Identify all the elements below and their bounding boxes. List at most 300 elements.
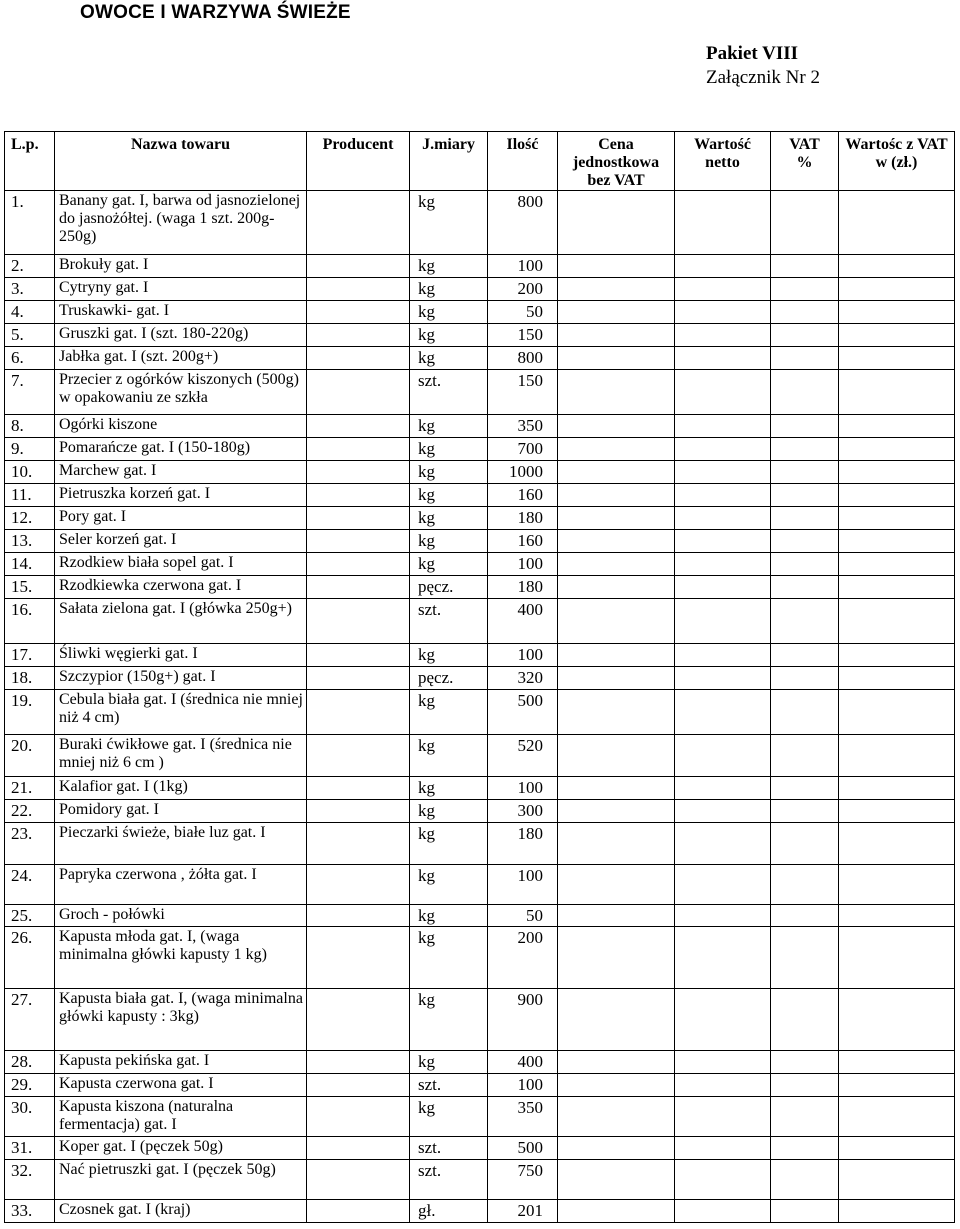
row-number: 22. [5, 800, 55, 823]
row-number: 20. [5, 735, 55, 777]
product-name: Cytryny gat. I [55, 278, 307, 301]
vat-cell [771, 1097, 839, 1137]
product-name: Gruszki gat. I (szt. 180-220g) [55, 324, 307, 347]
gross-value-cell [839, 415, 955, 438]
product-name: Marchew gat. I [55, 461, 307, 484]
gross-value-cell [839, 438, 955, 461]
table-row [5, 800, 955, 823]
product-name: Jabłka gat. I (szt. 200g+) [55, 347, 307, 370]
quantity-cell: 180 [488, 507, 558, 530]
table-row [5, 927, 955, 989]
row-number: 19. [5, 690, 55, 735]
unit-cell: szt. [410, 1137, 488, 1160]
unit-price-cell [558, 735, 675, 777]
producer-cell [307, 865, 410, 905]
net-value-cell [675, 278, 771, 301]
net-value-cell [675, 1051, 771, 1074]
producer-cell [307, 1200, 410, 1223]
net-value-cell [675, 530, 771, 553]
table-row [5, 301, 955, 324]
unit-price-cell [558, 370, 675, 415]
table-row [5, 1137, 955, 1160]
producer-cell [307, 484, 410, 507]
unit-price-cell [558, 324, 675, 347]
table-row [5, 507, 955, 530]
net-value-cell [675, 191, 771, 255]
gross-value-cell [839, 507, 955, 530]
vat-cell [771, 989, 839, 1051]
unit-price-cell [558, 1097, 675, 1137]
producer-cell [307, 927, 410, 989]
product-name: Sałata zielona gat. I (główka 250g+) [55, 599, 307, 644]
producer-cell [307, 576, 410, 599]
quantity-cell: 200 [488, 927, 558, 989]
quantity-cell: 100 [488, 1074, 558, 1097]
product-name: Kapusta biała gat. I, (waga minimalna główki kapusty : 3kg) [55, 989, 307, 1051]
gross-value-cell [839, 1200, 955, 1223]
unit-cell: kg [410, 278, 488, 301]
table-header-row [5, 132, 955, 191]
table-row [5, 191, 955, 255]
producer-cell [307, 255, 410, 278]
unit-cell: kg [410, 1097, 488, 1137]
table-row [5, 1051, 955, 1074]
unit-cell: szt. [410, 599, 488, 644]
row-number: 16. [5, 599, 55, 644]
unit-cell: kg [410, 301, 488, 324]
row-number: 31. [5, 1137, 55, 1160]
row-number: 2. [5, 255, 55, 278]
product-name: Buraki ćwikłowe gat. I (średnica nie mniej niż 6 cm ) [55, 735, 307, 777]
unit-cell: kg [410, 865, 488, 905]
unit-price-cell [558, 989, 675, 1051]
product-name: Rzodkiew biała sopel gat. I [55, 553, 307, 576]
gross-value-cell [839, 324, 955, 347]
producer-cell [307, 735, 410, 777]
net-value-cell [675, 644, 771, 667]
unit-price-cell [558, 347, 675, 370]
table-row [5, 989, 955, 1051]
gross-value-cell [839, 461, 955, 484]
quantity-cell: 160 [488, 530, 558, 553]
table-row [5, 1097, 955, 1137]
vat-cell [771, 324, 839, 347]
product-name: Papryka czerwona , żółta gat. I [55, 865, 307, 905]
vat-cell [771, 1137, 839, 1160]
unit-price-cell [558, 1051, 675, 1074]
unit-price-cell [558, 461, 675, 484]
product-name: Koper gat. I (pęczek 50g) [55, 1137, 307, 1160]
unit-cell: szt. [410, 1160, 488, 1200]
vat-cell [771, 690, 839, 735]
table-row [5, 484, 955, 507]
col-price-header: Cena jednostkowa bez VAT [558, 132, 675, 191]
product-name: Pieczarki świeże, białe luz gat. I [55, 823, 307, 865]
gross-value-cell [839, 927, 955, 989]
unit-price-cell [558, 1160, 675, 1200]
unit-price-cell [558, 484, 675, 507]
product-name: Przecier z ogórków kiszonych (500g) w opakowaniu ze szkła [55, 370, 307, 415]
producer-cell [307, 461, 410, 484]
table-row [5, 461, 955, 484]
gross-value-cell [839, 865, 955, 905]
product-name: Kalafior gat. I (1kg) [55, 777, 307, 800]
producer-cell [307, 989, 410, 1051]
vat-cell [771, 644, 839, 667]
quantity-cell: 180 [488, 576, 558, 599]
vat-cell [771, 777, 839, 800]
product-name: Pietruszka korzeń gat. I [55, 484, 307, 507]
product-name: Śliwki węgierki gat. I [55, 644, 307, 667]
producer-cell [307, 347, 410, 370]
row-number: 24. [5, 865, 55, 905]
quantity-cell: 50 [488, 301, 558, 324]
quantity-cell: 160 [488, 484, 558, 507]
table-row [5, 644, 955, 667]
vat-cell [771, 800, 839, 823]
gross-value-cell [839, 530, 955, 553]
net-value-cell [675, 461, 771, 484]
unit-cell: kg [410, 644, 488, 667]
gross-value-cell [839, 301, 955, 324]
product-name: Rzodkiewka czerwona gat. I [55, 576, 307, 599]
vat-cell [771, 507, 839, 530]
unit-price-cell [558, 599, 675, 644]
gross-value-cell [839, 1160, 955, 1200]
unit-cell: kg [410, 989, 488, 1051]
product-name: Szczypior (150g+) gat. I [55, 667, 307, 690]
unit-cell: kg [410, 735, 488, 777]
unit-cell: kg [410, 324, 488, 347]
row-number: 23. [5, 823, 55, 865]
net-value-cell [675, 553, 771, 576]
quantity-cell: 100 [488, 255, 558, 278]
quantity-cell: 500 [488, 690, 558, 735]
producer-cell [307, 278, 410, 301]
unit-cell: kg [410, 347, 488, 370]
product-name: Seler korzeń gat. I [55, 530, 307, 553]
quantity-cell: 100 [488, 777, 558, 800]
quantity-cell: 201 [488, 1200, 558, 1223]
gross-value-cell [839, 191, 955, 255]
net-value-cell [675, 735, 771, 777]
package-label: Pakiet VIII [706, 43, 799, 64]
vat-cell [771, 927, 839, 989]
gross-value-cell [839, 667, 955, 690]
row-number: 5. [5, 324, 55, 347]
unit-price-cell [558, 553, 675, 576]
net-value-cell [675, 347, 771, 370]
producer-cell [307, 301, 410, 324]
table-row [5, 576, 955, 599]
quantity-cell: 700 [488, 438, 558, 461]
unit-cell: kg [410, 823, 488, 865]
producer-cell [307, 530, 410, 553]
gross-value-cell [839, 989, 955, 1051]
product-name: Czosnek gat. I (kraj) [55, 1200, 307, 1223]
vat-cell [771, 667, 839, 690]
producer-cell [307, 324, 410, 347]
vat-cell [771, 1200, 839, 1223]
gross-value-cell [839, 370, 955, 415]
gross-value-cell [839, 576, 955, 599]
vat-cell [771, 255, 839, 278]
producer-cell [307, 690, 410, 735]
row-number: 3. [5, 278, 55, 301]
product-name: Groch - połówki [55, 905, 307, 927]
unit-cell: pęcz. [410, 667, 488, 690]
product-name: Kapusta pekińska gat. I [55, 1051, 307, 1074]
unit-cell: szt. [410, 1074, 488, 1097]
unit-price-cell [558, 415, 675, 438]
unit-price-cell [558, 690, 675, 735]
quantity-cell: 520 [488, 735, 558, 777]
table-row [5, 905, 955, 927]
col-net-header: Wartość netto [675, 132, 771, 191]
row-number: 17. [5, 644, 55, 667]
gross-value-cell [839, 800, 955, 823]
gross-value-cell [839, 905, 955, 927]
col-name-header: Nazwa towaru [55, 132, 307, 191]
unit-price-cell [558, 667, 675, 690]
producer-cell [307, 191, 410, 255]
unit-price-cell [558, 800, 675, 823]
net-value-cell [675, 438, 771, 461]
vat-cell [771, 347, 839, 370]
document-title: OWOCE I WARZYWA ŚWIEŻE [80, 2, 351, 23]
table-row [5, 530, 955, 553]
unit-price-cell [558, 530, 675, 553]
row-number: 29. [5, 1074, 55, 1097]
col-lp-header: L.p. [5, 132, 55, 191]
row-number: 12. [5, 507, 55, 530]
table-body [5, 191, 955, 1223]
col-unit-header: J.miary [410, 132, 488, 191]
vat-cell [771, 599, 839, 644]
row-number: 8. [5, 415, 55, 438]
producer-cell [307, 1097, 410, 1137]
net-value-cell [675, 1160, 771, 1200]
gross-value-cell [839, 690, 955, 735]
unit-price-cell [558, 1074, 675, 1097]
vat-cell [771, 301, 839, 324]
row-number: 6. [5, 347, 55, 370]
gross-value-cell [839, 1137, 955, 1160]
vat-cell [771, 576, 839, 599]
net-value-cell [675, 927, 771, 989]
unit-price-cell [558, 865, 675, 905]
gross-value-cell [839, 484, 955, 507]
quantity-cell: 100 [488, 644, 558, 667]
quantity-cell: 400 [488, 599, 558, 644]
producer-cell [307, 1160, 410, 1200]
net-value-cell [675, 1074, 771, 1097]
quantity-cell: 800 [488, 347, 558, 370]
table-row [5, 1074, 955, 1097]
product-name: Kapusta kiszona (naturalna fermentacja) gat. I [55, 1097, 307, 1137]
unit-cell: kg [410, 507, 488, 530]
table-row [5, 735, 955, 777]
vat-cell [771, 278, 839, 301]
gross-value-cell [839, 278, 955, 301]
net-value-cell [675, 777, 771, 800]
gross-value-cell [839, 255, 955, 278]
unit-cell: kg [410, 255, 488, 278]
unit-cell: kg [410, 530, 488, 553]
unit-price-cell [558, 927, 675, 989]
net-value-cell [675, 1200, 771, 1223]
unit-cell: kg [410, 927, 488, 989]
gross-value-cell [839, 1074, 955, 1097]
unit-price-cell [558, 823, 675, 865]
vat-cell [771, 530, 839, 553]
vat-cell [771, 1051, 839, 1074]
unit-price-cell [558, 1200, 675, 1223]
table-row [5, 255, 955, 278]
unit-price-cell [558, 301, 675, 324]
quantity-cell: 400 [488, 1051, 558, 1074]
unit-cell: kg [410, 461, 488, 484]
net-value-cell [675, 800, 771, 823]
unit-cell: pęcz. [410, 576, 488, 599]
net-value-cell [675, 576, 771, 599]
gross-value-cell [839, 1051, 955, 1074]
net-value-cell [675, 667, 771, 690]
unit-cell: kg [410, 484, 488, 507]
quantity-cell: 350 [488, 415, 558, 438]
product-name: Pomarańcze gat. I (150-180g) [55, 438, 307, 461]
unit-cell: kg [410, 690, 488, 735]
row-number: 9. [5, 438, 55, 461]
product-name: Ogórki kiszone [55, 415, 307, 438]
unit-cell: gł. [410, 1200, 488, 1223]
table-row [5, 553, 955, 576]
attachment-label: Załącznik Nr 2 [706, 67, 820, 88]
unit-price-cell [558, 905, 675, 927]
producer-cell [307, 905, 410, 927]
net-value-cell [675, 905, 771, 927]
vat-cell [771, 415, 839, 438]
unit-cell: kg [410, 800, 488, 823]
producer-cell [307, 644, 410, 667]
table-row [5, 438, 955, 461]
table-row [5, 324, 955, 347]
quantity-cell: 200 [488, 278, 558, 301]
unit-cell: kg [410, 553, 488, 576]
unit-price-cell [558, 438, 675, 461]
vat-cell [771, 1160, 839, 1200]
quantity-cell: 900 [488, 989, 558, 1051]
table-row [5, 667, 955, 690]
producer-cell [307, 1137, 410, 1160]
quantity-cell: 750 [488, 1160, 558, 1200]
row-number: 18. [5, 667, 55, 690]
quantity-cell: 300 [488, 800, 558, 823]
gross-value-cell [839, 553, 955, 576]
vat-cell [771, 461, 839, 484]
product-name: Pomidory gat. I [55, 800, 307, 823]
quantity-cell: 500 [488, 1137, 558, 1160]
net-value-cell [675, 324, 771, 347]
net-value-cell [675, 507, 771, 530]
net-value-cell [675, 255, 771, 278]
unit-cell: szt. [410, 370, 488, 415]
producer-cell [307, 823, 410, 865]
producer-cell [307, 777, 410, 800]
product-name: Cebula biała gat. I (średnica nie mniej niż 4 cm) [55, 690, 307, 735]
net-value-cell [675, 484, 771, 507]
net-value-cell [675, 690, 771, 735]
table-row [5, 370, 955, 415]
unit-price-cell [558, 644, 675, 667]
row-number: 13. [5, 530, 55, 553]
row-number: 14. [5, 553, 55, 576]
table-row [5, 823, 955, 865]
quantity-cell: 100 [488, 553, 558, 576]
row-number: 21. [5, 777, 55, 800]
producer-cell [307, 599, 410, 644]
unit-cell: kg [410, 777, 488, 800]
gross-value-cell [839, 823, 955, 865]
producer-cell [307, 438, 410, 461]
vat-cell [771, 484, 839, 507]
table-row [5, 599, 955, 644]
net-value-cell [675, 989, 771, 1051]
unit-cell: kg [410, 905, 488, 927]
quantity-cell: 350 [488, 1097, 558, 1137]
gross-value-cell [839, 735, 955, 777]
table-row [5, 278, 955, 301]
gross-value-cell [839, 1097, 955, 1137]
product-name: Nać pietruszki gat. I (pęczek 50g) [55, 1160, 307, 1200]
row-number: 10. [5, 461, 55, 484]
net-value-cell [675, 1137, 771, 1160]
unit-price-cell [558, 278, 675, 301]
vat-cell [771, 370, 839, 415]
vat-cell [771, 191, 839, 255]
product-name: Kapusta czerwona gat. I [55, 1074, 307, 1097]
quantity-cell: 800 [488, 191, 558, 255]
net-value-cell [675, 301, 771, 324]
table-row [5, 1200, 955, 1223]
quantity-cell: 1000 [488, 461, 558, 484]
product-name: Brokuły gat. I [55, 255, 307, 278]
vat-cell [771, 553, 839, 576]
gross-value-cell [839, 777, 955, 800]
unit-price-cell [558, 507, 675, 530]
net-value-cell [675, 370, 771, 415]
unit-cell: kg [410, 438, 488, 461]
unit-price-cell [558, 576, 675, 599]
unit-cell: kg [410, 415, 488, 438]
quantity-cell: 50 [488, 905, 558, 927]
quantity-cell: 180 [488, 823, 558, 865]
row-number: 15. [5, 576, 55, 599]
unit-price-cell [558, 191, 675, 255]
table-row [5, 865, 955, 905]
row-number: 33. [5, 1200, 55, 1223]
product-name: Banany gat. I, barwa od jasnozielonej do jasnożółtej. (waga 1 szt. 200g-250g) [55, 191, 307, 255]
row-number: 4. [5, 301, 55, 324]
gross-value-cell [839, 599, 955, 644]
table-row [5, 690, 955, 735]
row-number: 27. [5, 989, 55, 1051]
row-number: 11. [5, 484, 55, 507]
producer-cell [307, 1074, 410, 1097]
quantity-cell: 150 [488, 370, 558, 415]
producer-cell [307, 667, 410, 690]
vat-cell [771, 1074, 839, 1097]
